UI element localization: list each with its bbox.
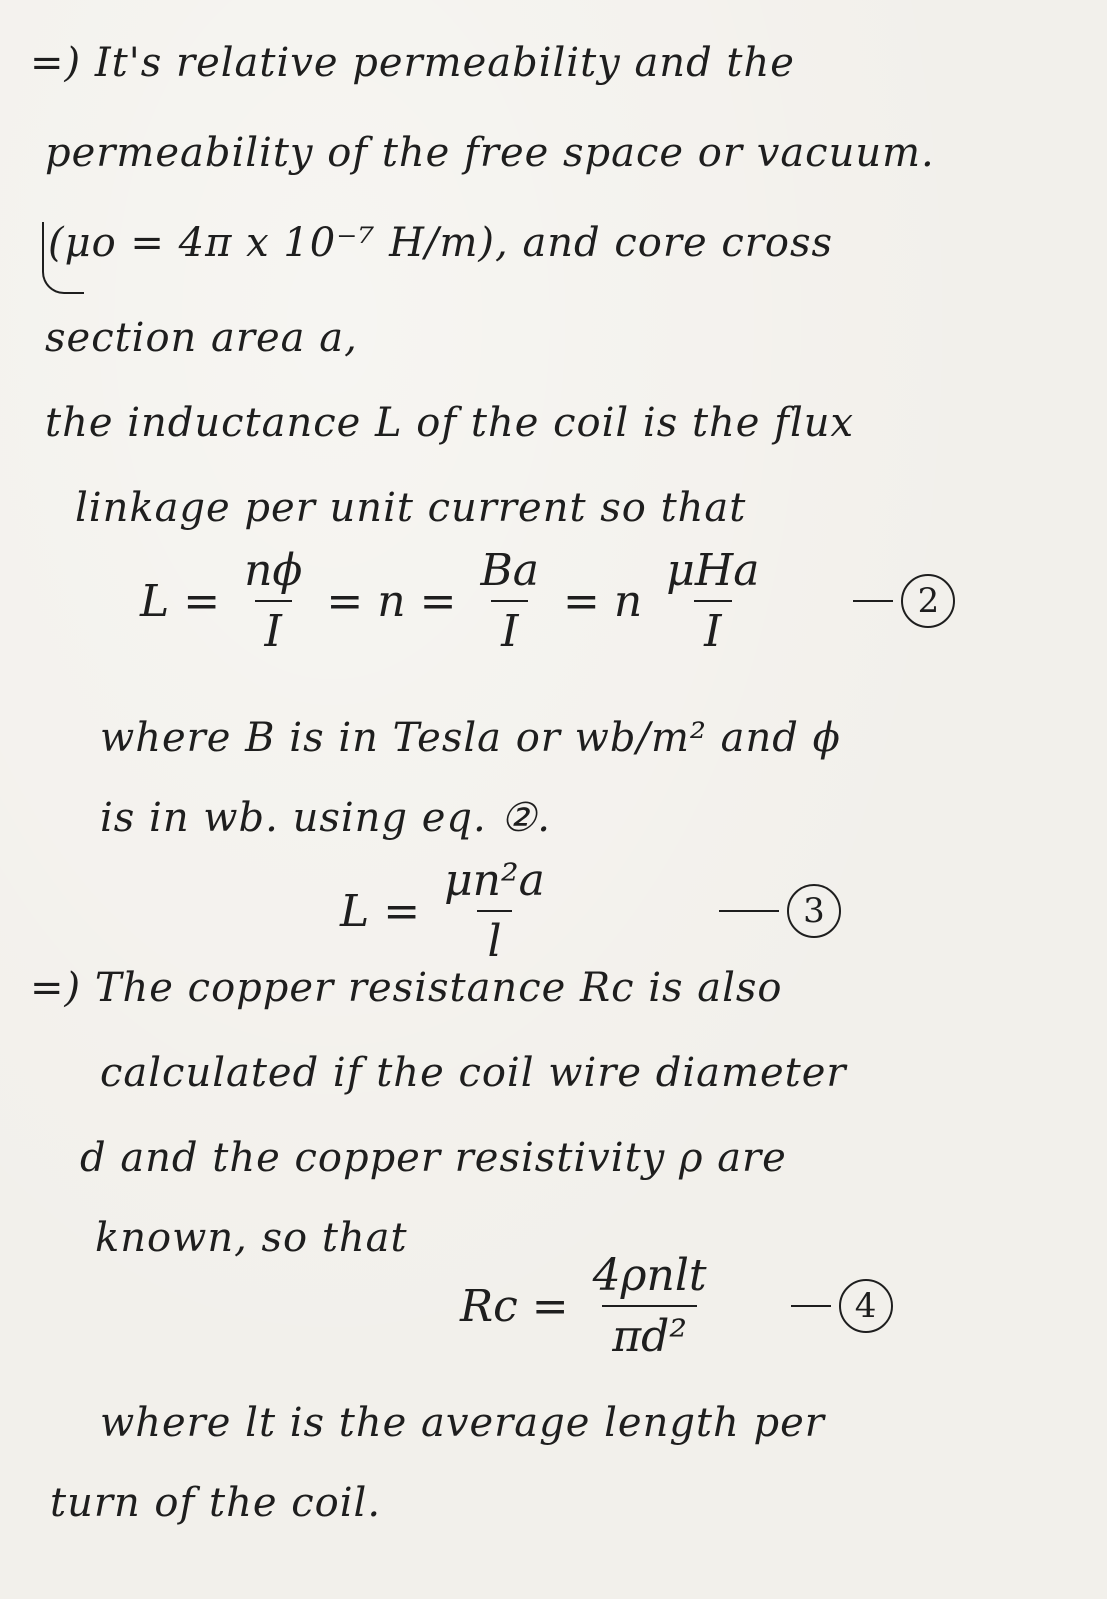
text-line-12: known, so that bbox=[95, 1215, 408, 1261]
eq4-numerator: 4ρnlt bbox=[592, 1250, 707, 1301]
text-line-8: is in wb. using eq. ②. bbox=[100, 795, 552, 841]
eq2-f2-denominator: I bbox=[491, 600, 528, 657]
eq4-lhs: Rc = bbox=[460, 1280, 569, 1332]
eq2-fraction-1 bbox=[234, 545, 312, 657]
eq3-tag: 3 bbox=[787, 884, 841, 938]
text-line-11: d and the copper resistivity ρ are bbox=[80, 1135, 787, 1181]
eq2-f2-numerator: Ba bbox=[480, 545, 540, 596]
eq2-f1-denominator: I bbox=[255, 600, 292, 657]
text-line-10: calculated if the coil wire diameter bbox=[100, 1050, 847, 1096]
eq2-lhs: L = bbox=[140, 575, 221, 627]
text-line-13: where lt is the average length per bbox=[100, 1400, 825, 1446]
eq2-f1-numerator: nϕ bbox=[244, 545, 303, 596]
eq2-tag-dash bbox=[853, 600, 893, 602]
text-line-6: linkage per unit current so that bbox=[75, 485, 747, 531]
eq3-numerator: μn²a bbox=[444, 855, 545, 906]
text-line-1: =) It's relative permeability and the bbox=[30, 40, 795, 86]
eq2-mid2: = n bbox=[563, 575, 643, 627]
eq2-fraction-3 bbox=[656, 545, 769, 657]
eq3-denominator: l bbox=[477, 910, 511, 967]
text-line-14: turn of the coil. bbox=[50, 1480, 382, 1526]
equation-2 bbox=[140, 545, 955, 657]
text-line-3: (μo = 4π x 10⁻⁷ H/m), and core cross bbox=[48, 220, 834, 266]
eq2-f3-numerator: μHa bbox=[666, 545, 760, 596]
eq4-tag-dash bbox=[791, 1305, 831, 1307]
text-line-7: where B is in Tesla or wb/m² and ϕ bbox=[100, 715, 841, 761]
eq4-tag: 4 bbox=[839, 1279, 893, 1333]
eq3-tag-dash bbox=[719, 910, 779, 912]
eq2-f3-denominator: I bbox=[694, 600, 731, 657]
text-line-4: section area a, bbox=[45, 315, 358, 361]
eq3-lhs: L = bbox=[340, 885, 421, 937]
text-line-2: permeability of the free space or vacuum. bbox=[45, 130, 935, 176]
eq4-fraction bbox=[583, 1250, 717, 1362]
eq2-tag: 2 bbox=[901, 574, 955, 628]
eq2-fraction-2 bbox=[470, 545, 549, 657]
equation-4 bbox=[460, 1250, 893, 1362]
equation-3 bbox=[340, 855, 841, 967]
text-line-5: the inductance L of the coil is the flux bbox=[45, 400, 855, 446]
text-line-9: =) The copper resistance Rc is also bbox=[30, 965, 783, 1011]
eq2-mid: = n = bbox=[326, 575, 457, 627]
eq3-fraction bbox=[434, 855, 555, 967]
eq4-denominator: πd² bbox=[602, 1305, 697, 1362]
